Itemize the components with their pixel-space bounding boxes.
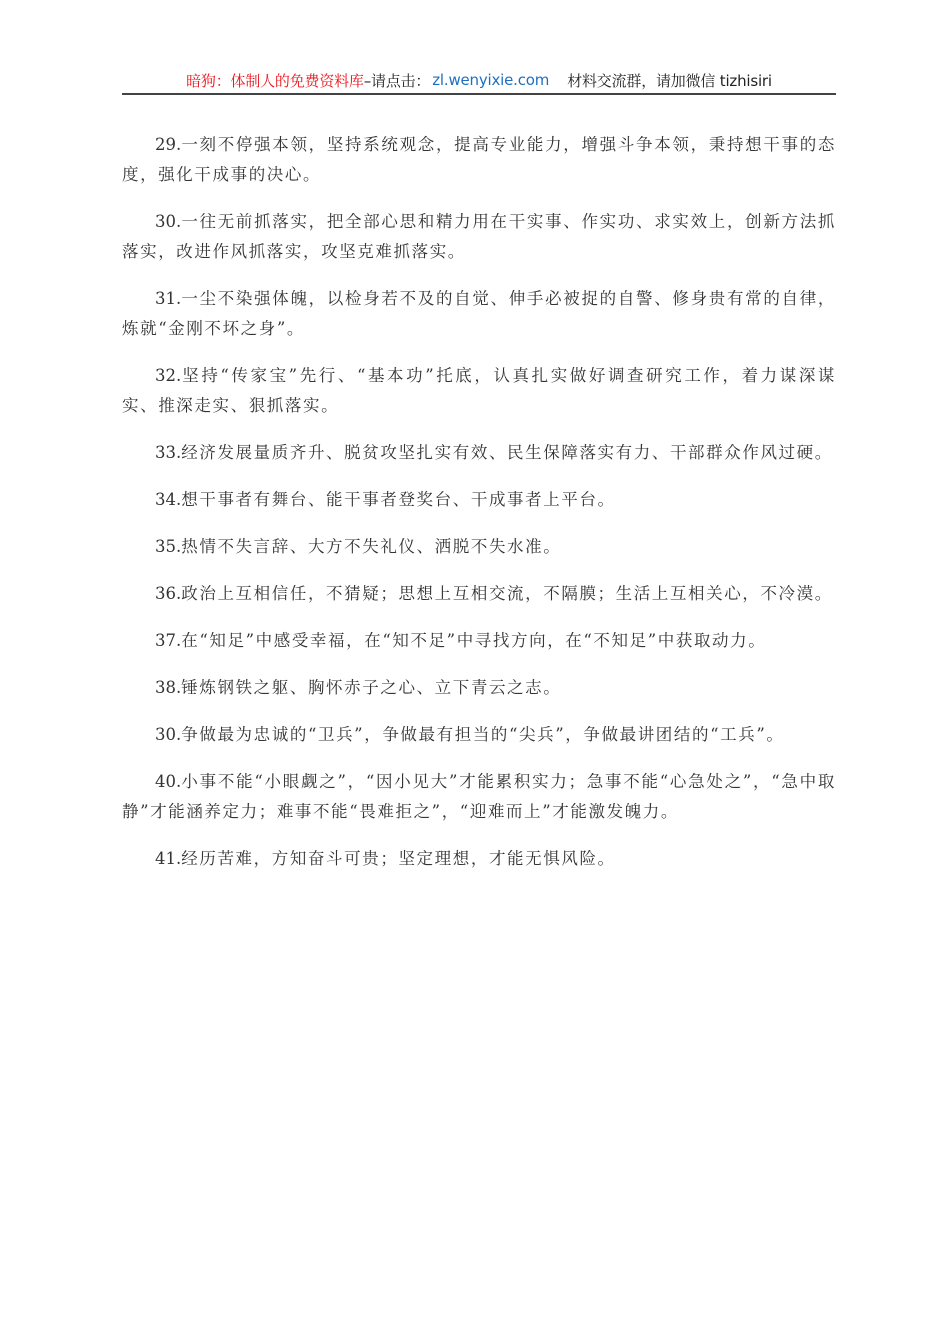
item-number: 37. [155,631,182,650]
item-number: 34. [155,490,182,509]
item-number: 35. [155,537,182,556]
item-text: 坚持“传家宝”先行、“基本功”托底，认真扎实做好调查研究工作，着力谋深谋实、推深走实、狠抓落实。 [122,366,836,415]
item-number: 36. [155,584,182,603]
header-brand: 暗狗：体制人的免费资料库 [186,71,364,90]
item-number: 40. [155,772,182,791]
list-item [122,130,836,190]
list-item [122,673,836,703]
item-text: 想干事者有舞台、能干事者登奖台、干成事者上平台。 [181,490,616,509]
item-number: 38. [155,678,182,697]
header-website-link[interactable]: zl.wenyixie.com [432,71,550,89]
header-prompt: –请点击： [363,71,431,90]
item-text: 政治上互相信任，不猜疑；思想上互相交流，不隔膜；生活上互相关心，不冷漠。 [181,584,833,603]
item-text: 一尘不染强体魄，以检身若不及的自觉、伸手必被捉的自警、修身贵有常的自律，炼就“金刚不坏之身”。 [122,289,836,338]
list-item [122,207,836,267]
item-number: 31. [155,289,182,308]
item-number: 33. [155,443,182,462]
item-text: 锤炼钢铁之躯、胸怀赤子之心、立下青云之志。 [181,678,562,697]
item-text: 经历苦难，方知奋斗可贵；坚定理想，才能无惧风险。 [181,849,616,868]
item-number: 29. [155,135,182,154]
list-item [122,626,836,656]
item-text: 一往无前抓落实，把全部心思和精力用在干实事、作实功、求实效上，创新方法抓落实，改进作风抓落实，攻坚克难抓落实。 [122,212,836,261]
item-number: 30. [155,212,182,231]
item-text: 一刻不停强本领，坚持系统观念，提高专业能力，增强斗争本领，秉持想干事的态度，强化干成事的决心。 [122,135,836,184]
header-wechat-note: 材料交流群，请加微信 tizhisiri [567,71,772,90]
item-number: 41. [155,849,182,868]
item-number: 32. [155,366,182,385]
list-item [122,767,836,827]
list-item [122,485,836,515]
item-text: 在“知足”中感受幸福，在“知不足”中寻找方向，在“不知足”中获取动力。 [181,631,767,650]
item-number: 30. [155,725,182,744]
item-text: 热情不失言辞、大方不失礼仪、洒脱不失水准。 [181,537,562,556]
list-item [122,284,836,344]
list-item [122,579,836,609]
item-text: 经济发展量质齐升、脱贫攻坚扎实有效、民生保障落实有力、干部群众作风过硬。 [181,443,833,462]
list-item [122,361,836,421]
item-text: 争做最为忠诚的“卫兵”，争做最有担当的“尖兵”，争做最讲团结的“工兵”。 [181,725,785,744]
document-body [122,130,836,891]
item-text: 小事不能“小眼觑之”，“因小见大”才能累积实力；急事不能“心急处之”，“急中取静”才能涵养定力；难事不能“畏难拒之”，“迎难而上”才能激发魄力。 [122,772,836,821]
header-divider [122,93,836,95]
page-header [122,68,836,92]
list-item [122,438,836,468]
list-item [122,844,836,874]
list-item [122,720,836,750]
list-item [122,532,836,562]
